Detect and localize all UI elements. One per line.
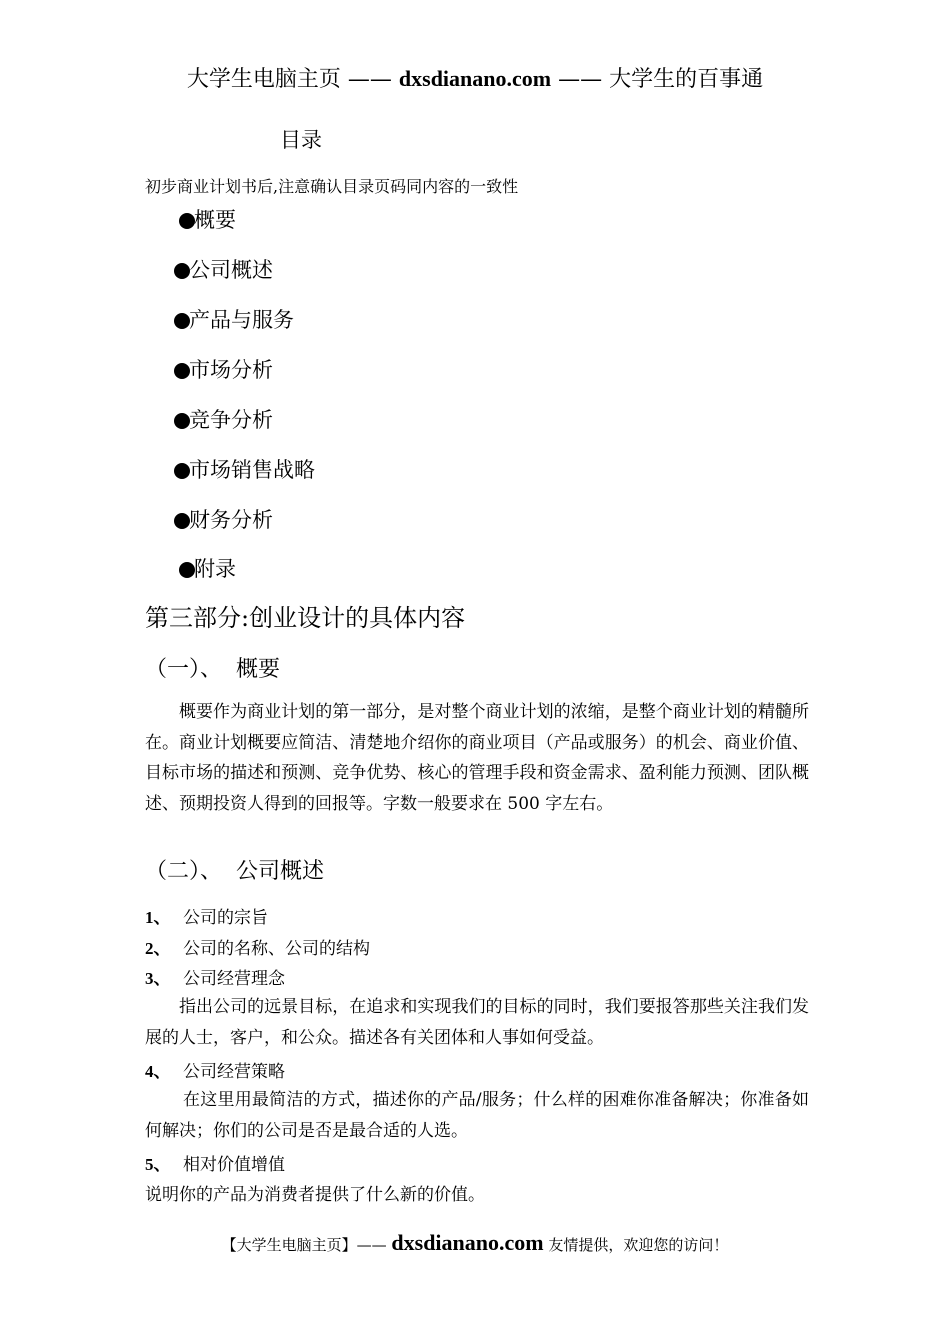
bullet-icon [175,465,186,476]
bullet-icon [175,315,186,326]
numbered-item [145,1057,285,1082]
item-number: 5、 [145,1155,171,1174]
item-number: 2、 [145,939,171,958]
toc-item [175,254,273,284]
toc-note: 初步商业计划书后,注意确认目录页码同内容的一致性 [145,177,519,196]
numbered-item [145,964,285,989]
bullet-icon [175,515,186,526]
item-number: 3、 [145,969,171,988]
bullet-icon [180,564,191,575]
item-number: 4、 [145,1062,171,1081]
toc-item-label: 概要 [194,208,236,232]
item-paragraph: 说明你的产品为消费者提供了什么新的价值。 [145,1185,485,1205]
item-label: 公司的宗旨 [183,908,268,928]
toc-item [175,354,273,384]
toc-item-label: 附录 [194,557,236,581]
header-right-text: —— 大学生的百事通 [558,67,764,92]
toc-item [175,304,294,334]
toc-item-label: 公司概述 [189,258,273,282]
bullet-icon [175,415,186,426]
toc-item-label: 财务分析 [189,508,273,532]
toc-item [175,404,273,434]
item-paragraph: 在这里用最简洁的方式，描述你的产品/服务；什么样的困难你准备解决；你准备如何解决；你们的公司是否是最合适的人选。 [145,1090,809,1141]
header-left-text: 大学生电脑主页 —— [186,67,392,92]
bullet-icon [175,265,186,276]
bullet-icon [175,365,186,376]
page-footer [0,1230,950,1256]
item-paragraph: 指出公司的远景目标，在追求和实现我们的目标的同时，我们要报答那些关注我们发展的人士，客户，和公众。描述各有关团体和人事如何受益。 [145,997,809,1048]
section-paragraph: 概要作为商业计划的第一部分，是对整个商业计划的浓缩，是整个商业计划的精髓所在。商业计划概要应简洁、清楚地介绍你的商业项目（产品或服务）的机会、商业价值、目标市场的描述和预测、竞争优势、核心的管理手段和资金需求、盈利能力预测、团队概述、预期投资人得到的回报等。字数一般要求在 500 字左右。 [145,702,809,814]
toc-item [175,504,273,534]
numbered-item [145,934,370,959]
numbered-item [145,903,268,928]
item-label: 相对价值增值 [183,1155,285,1175]
item-number: 1、 [145,908,171,927]
item-label: 公司的名称、公司的结构 [183,939,370,959]
footer-right-text: 友情提供，欢迎您的访问！ [548,1236,729,1254]
footer-left-text: 【大学生电脑主页】—— [221,1236,387,1254]
footer-site-link[interactable]: dxsdianano.com [391,1230,544,1255]
page-header [0,62,950,93]
section-title: （二）、 公司概述 [145,859,324,884]
toc-item [180,553,236,583]
toc-item-label: 市场分析 [189,358,273,382]
toc-item [180,204,236,234]
bullet-icon [180,215,191,226]
section-title: （一）、 概要 [145,657,280,682]
toc-item-label: 产品与服务 [189,308,294,332]
numbered-item [145,1150,285,1175]
item-label: 公司经营理念 [183,969,285,989]
toc-item [175,454,315,484]
item-label: 公司经营策略 [183,1062,285,1082]
toc-title: 目录 [280,128,322,152]
part-title: 第三部分:创业设计的具体内容 [145,604,466,632]
toc-item-label: 市场销售战略 [189,458,315,482]
toc-item-label: 竞争分析 [189,408,273,432]
header-site-link[interactable]: dxsdianano.com [398,66,552,91]
